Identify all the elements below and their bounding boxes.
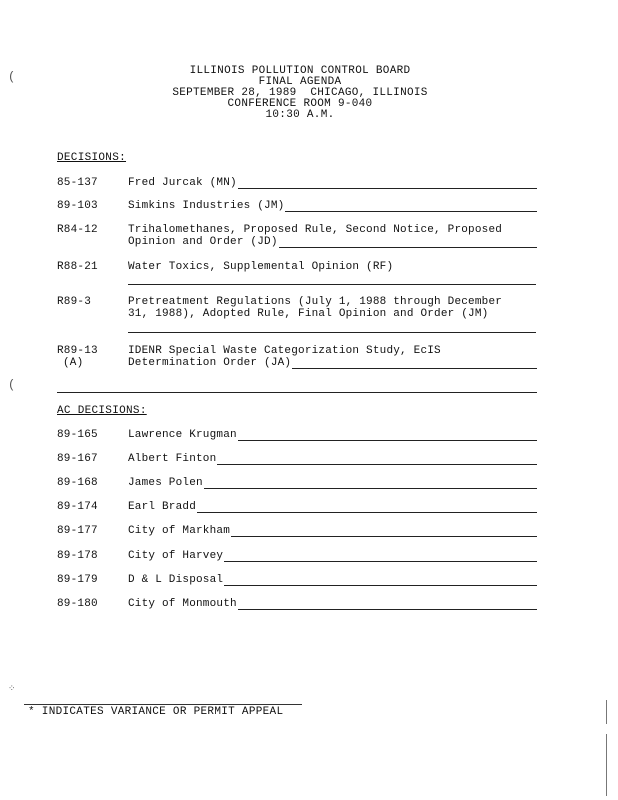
case-description-cont: Opinion and Order (JD) xyxy=(128,236,278,248)
case-description: Pretreatment Regulations (July 1, 1988 through December xyxy=(128,296,503,308)
case-description-cont: 31, 1988), Adopted Rule, Final Opinion and Order (JM) xyxy=(128,308,489,320)
case-description: IDENR Special Waste Categorization Study, EcIS xyxy=(128,345,441,357)
case-number: 89-179 xyxy=(57,574,98,586)
case-number: 89-174 xyxy=(57,501,98,513)
blank-line xyxy=(238,600,537,610)
case-number: 89-177 xyxy=(57,525,98,537)
case-number: 85-137 xyxy=(57,177,98,189)
blank-line xyxy=(285,202,537,212)
scan-mark: ⁘ xyxy=(8,684,16,694)
case-number: R84-12 xyxy=(57,224,98,236)
blank-line xyxy=(204,479,537,489)
blank-line xyxy=(292,359,537,369)
case-number: 89-180 xyxy=(57,598,98,610)
blank-line xyxy=(197,503,537,513)
case-number: 89-165 xyxy=(57,429,98,441)
party-name: City of Monmouth xyxy=(128,598,237,610)
meeting-room: CONFERENCE ROOM 9-040 xyxy=(227,98,373,110)
scan-edge-line xyxy=(606,734,607,796)
agenda-header xyxy=(0,66,600,121)
case-description: Simkins Industries (JM) xyxy=(128,200,285,212)
board-name: ILLINOIS POLLUTION CONTROL BOARD xyxy=(189,65,411,77)
blank-line xyxy=(238,179,537,189)
meeting-time: 10:30 A.M. xyxy=(265,109,335,121)
party-name: Albert Finton xyxy=(128,453,217,465)
blank-line xyxy=(231,527,537,537)
blank-line xyxy=(128,332,536,333)
case-number-suffix: (A) xyxy=(63,357,84,369)
party-name: Earl Bradd xyxy=(128,501,197,513)
party-name: D & L Disposal xyxy=(128,574,224,586)
ac-decisions-heading: AC DECISIONS: xyxy=(57,405,147,417)
case-number: 89-167 xyxy=(57,453,98,465)
blank-line xyxy=(238,431,537,441)
scan-mark: ( xyxy=(8,70,16,84)
scan-mark: ( xyxy=(8,378,16,392)
case-number: R89-13 xyxy=(57,345,98,357)
scan-edge-line xyxy=(606,700,607,724)
party-name: Lawrence Krugman xyxy=(128,429,237,441)
blank-line xyxy=(217,455,537,465)
footer-rule xyxy=(24,704,302,705)
party-name: James Polen xyxy=(128,477,203,489)
agenda-type: FINAL AGENDA xyxy=(258,76,342,88)
party-name: City of Harvey xyxy=(128,550,224,562)
case-number: 89-178 xyxy=(57,550,98,562)
case-description: Trihalomethanes, Proposed Rule, Second Notice, Proposed xyxy=(128,224,503,236)
blank-line xyxy=(128,284,536,285)
meeting-date-location: SEPTEMBER 28, 1989 CHICAGO, ILLINOIS xyxy=(172,87,428,99)
footer-note: * INDICATES VARIANCE OR PERMIT APPEAL xyxy=(28,706,284,718)
blank-line xyxy=(279,238,537,248)
section-divider xyxy=(57,392,537,393)
case-number: 89-103 xyxy=(57,200,98,212)
case-description: Fred Jurcak (MN) xyxy=(128,177,237,189)
case-description-cont: Determination Order (JA) xyxy=(128,357,292,369)
case-number: R89-3 xyxy=(57,296,92,308)
party-name: City of Markham xyxy=(128,525,231,537)
decisions-heading: DECISIONS: xyxy=(57,152,127,164)
case-number: 89-168 xyxy=(57,477,98,489)
case-number: R88-21 xyxy=(57,261,98,273)
blank-line xyxy=(224,552,537,562)
case-description: Water Toxics, Supplemental Opinion (RF) xyxy=(128,261,394,273)
blank-line xyxy=(224,576,537,586)
